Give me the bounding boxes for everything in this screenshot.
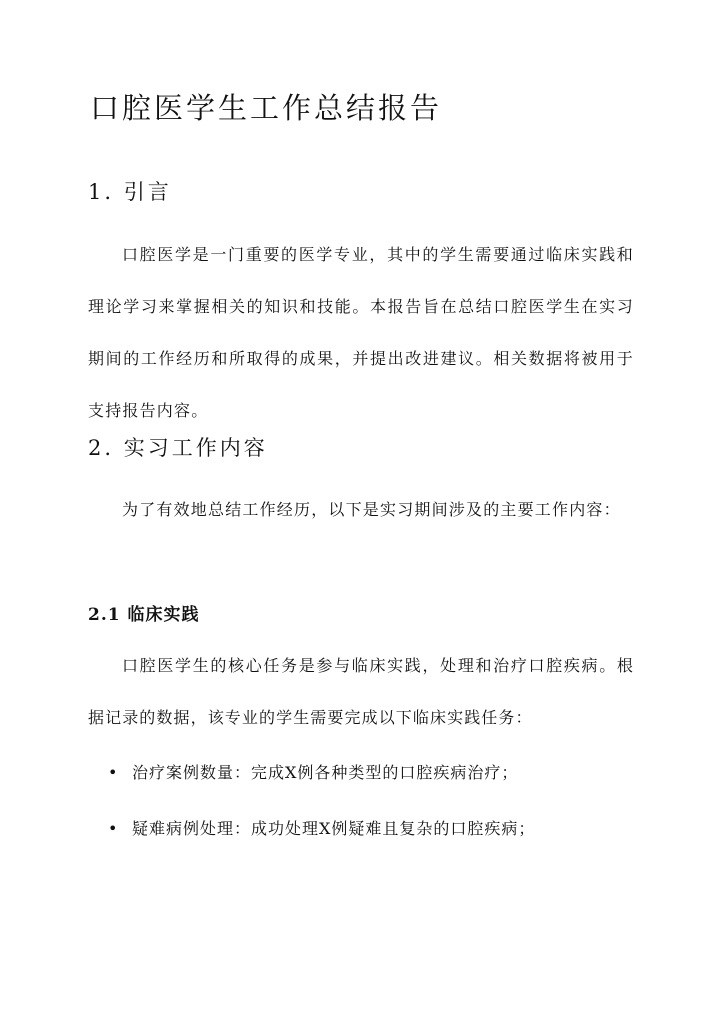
list-item-text: 治疗案例数量：完成X例各种类型的口腔疾病治疗； [132, 763, 519, 782]
bullet-icon: • [108, 763, 119, 782]
bullet-icon: • [108, 819, 119, 838]
clinical-practice-paragraph: 口腔医学生的核心任务是参与临床实践，处理和治疗口腔疾病。根据记录的数据，该专业的学生需要完成以下临床实践任务： [88, 656, 634, 727]
list-item-text: 疑难病例处理：成功处理X例疑难且复杂的口腔疾病； [132, 819, 536, 838]
page-title: 口腔医学生工作总结报告 [90, 91, 443, 125]
list-item [108, 760, 518, 783]
section-heading-introduction: 1. 引言 [88, 180, 172, 204]
introduction-paragraph: 口腔医学是一门重要的医学专业，其中的学生需要通过临床实践和理论学习来掌握相关的知识和技能。本报告旨在总结口腔医学生在实习期间的工作经历和所取得的成果，并提出改进建议。相关数据将被用于支持报告内容。 [88, 245, 634, 420]
subsection-heading-clinical-practice: 2.1 临床实践 [88, 605, 200, 625]
list-item [108, 816, 535, 839]
internship-work-paragraph: 为了有效地总结工作经历，以下是实习期间涉及的主要工作内容： [122, 500, 621, 519]
section-heading-internship-work: 2. 实习工作内容 [88, 436, 268, 460]
